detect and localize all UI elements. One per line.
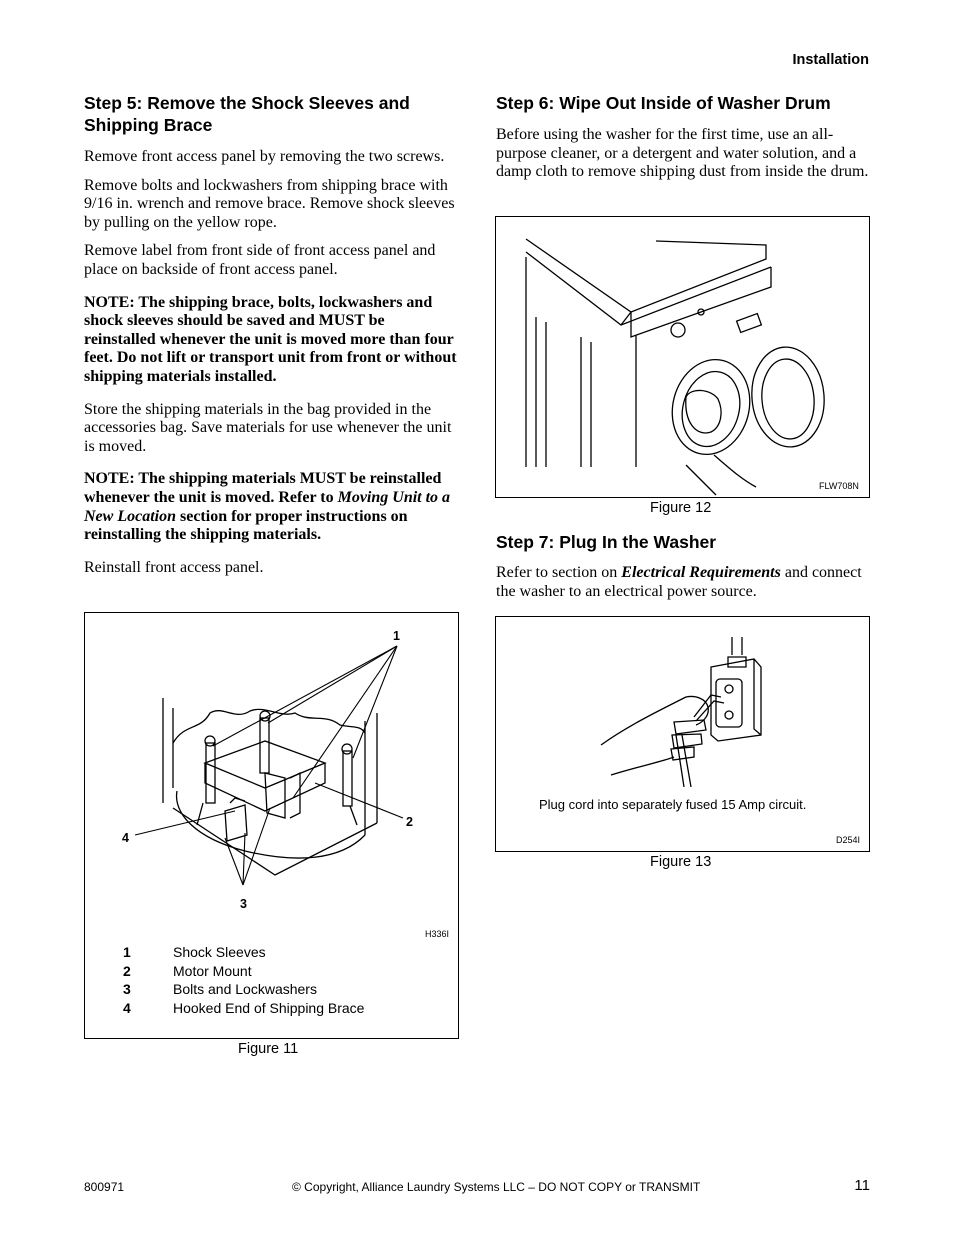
step7-heading: Step 7: Plug In the Washer	[496, 532, 717, 552]
step7-paragraph: Refer to section on Electrical Requirements and connect the washer to an electrical power source.	[496, 564, 862, 600]
step5-heading: Step 5: Remove the Shock Sleeves and Shipping Brace	[84, 93, 410, 135]
callout-3: 3	[240, 897, 247, 911]
step5-paragraph-5: Reinstall front access panel.	[84, 558, 264, 576]
washer-drum-illustration	[496, 217, 869, 497]
legend-item: 4 Hooked End of Shipping Brace	[123, 999, 365, 1016]
legend-item: 3 Bolts and Lockwashers	[123, 981, 317, 998]
callout-1: 1	[393, 629, 400, 643]
legend-item: 1 Shock Sleeves	[123, 944, 266, 960]
plug-outlet-illustration	[496, 617, 869, 851]
right-column	[496, 92, 870, 192]
figure-12-box	[495, 216, 870, 498]
step6-paragraph: Before using the washer for the first time, use an all-purpose cleaner, or a detergent and water solution, and a damp cloth to remove shipping dust from inside the drum.	[496, 126, 869, 181]
figure-13-box	[495, 616, 870, 852]
legend-item: 2 Motor Mount	[123, 962, 252, 979]
section-label: Installation	[792, 52, 869, 68]
doc-number: 800971	[84, 1180, 125, 1194]
figure-13-instruction: Plug cord into separately fused 15 Amp circuit.	[539, 797, 807, 812]
step5-note-2: NOTE: The shipping materials MUST be reinstalled whenever the unit is moved. Refer to Moving Unit to a New Location section for proper instructions on reinstalling the shipping materials.	[84, 470, 451, 544]
callout-4: 4	[122, 831, 129, 845]
copyright: © Copyright, Alliance Laundry Systems LLC – DO NOT COPY or TRANSMIT	[292, 1180, 701, 1194]
step5-note-1: NOTE: The shipping brace, bolts, lockwashers and shock sleeves should be saved and MUST be reinstalled whenever the unit is moved more than four feet. Do not lift or transport unit from front or without shipping materials installed.	[84, 293, 457, 385]
figure-11-caption: Figure 11	[238, 1041, 299, 1057]
figure-11-legend	[123, 943, 364, 1017]
step5-paragraph-3: Remove label from front side of front access panel and place on backside of front access panel.	[84, 242, 436, 278]
figure-13-code: D254I	[836, 835, 861, 845]
moving-unit-reference: Moving Unit to a New Location	[84, 488, 451, 525]
figure-13-caption: Figure 13	[650, 854, 712, 870]
figure-11-code: H336I	[425, 929, 450, 939]
callout-2: 2	[406, 815, 413, 829]
figure-11-box	[84, 612, 459, 1039]
step6-heading: Step 6: Wipe Out Inside of Washer Drum	[496, 93, 831, 113]
left-column	[84, 92, 458, 587]
electrical-requirements-reference: Electrical Requirements	[621, 564, 781, 581]
figure-12-code: FLW708N	[819, 481, 859, 491]
step5-paragraph-2: Remove bolts and lockwashers from shipping brace with 9/16 in. wrench and remove brace. Remove shock sleeves by pulling on the yellow rope.	[84, 176, 455, 231]
figure-12-caption: Figure 12	[650, 500, 712, 516]
page-number: 11	[854, 1177, 870, 1194]
step5-paragraph-4: Store the shipping materials in the bag provided in the accessories bag. Save materials for use whenever the unit is moved.	[84, 400, 452, 455]
step5-paragraph-1: Remove front access panel by removing the two screws.	[84, 148, 445, 165]
